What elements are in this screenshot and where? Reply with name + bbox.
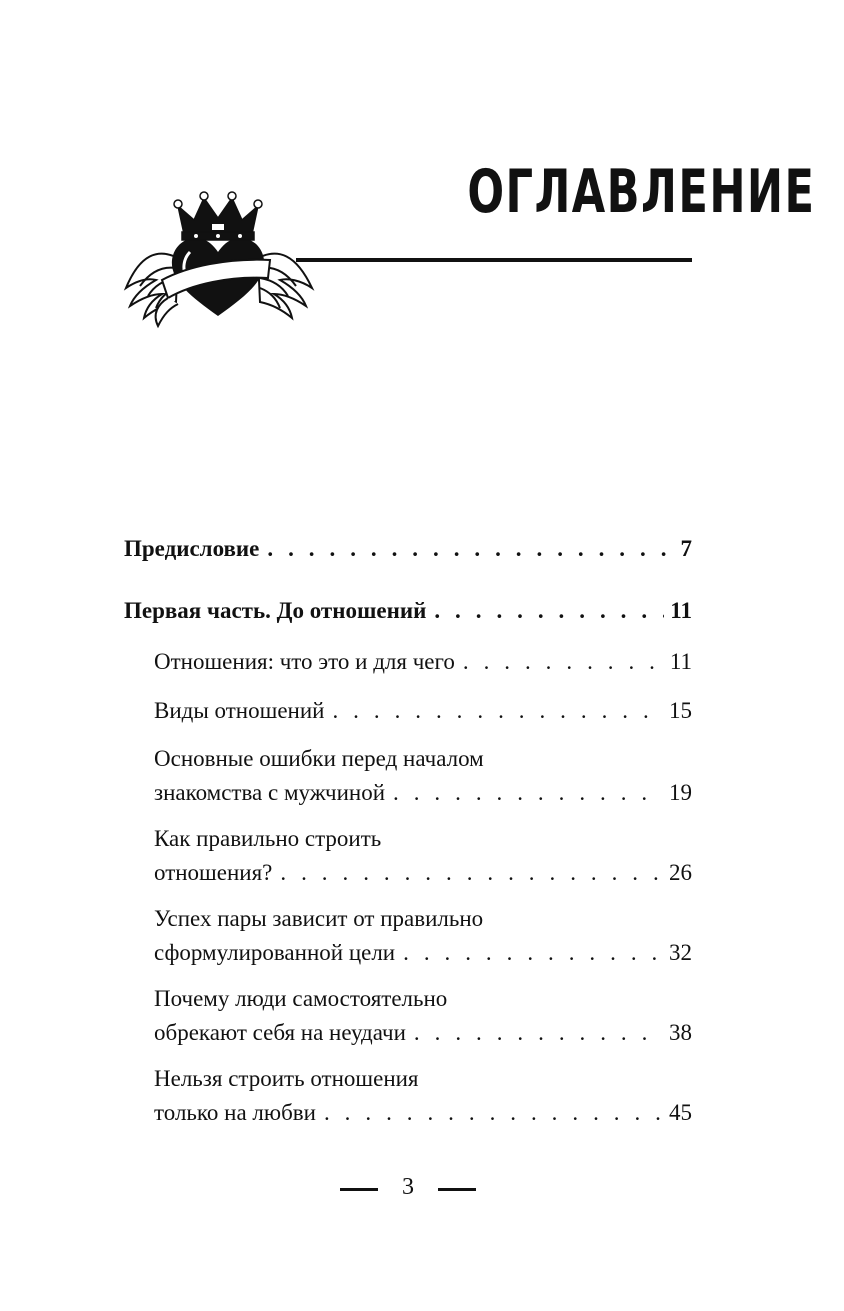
toc-page-number: 26: [669, 860, 692, 885]
dot-leader: [267, 532, 674, 566]
toc-page-number: 11: [670, 598, 692, 623]
toc-entry-how-to-build[interactable]: [154, 822, 692, 890]
toc-page-number: 15: [669, 698, 692, 723]
toc-entry-title-line1: Как правильно строить: [154, 826, 382, 851]
footer-dash-right: [438, 1188, 476, 1191]
toc-entry-preface[interactable]: [124, 532, 692, 566]
toc-entry-title-line1: Нельзя строить отношения: [154, 1066, 419, 1091]
toc-page-number: 7: [680, 536, 692, 561]
toc-page-number: 38: [669, 1020, 692, 1045]
winged-crowned-heart-icon: [118, 188, 318, 338]
toc-entry-title: Отношения: что это и для чего: [154, 649, 455, 674]
dot-leader: [393, 776, 663, 810]
toc-entry-title-line1: Почему люди самостоятельно: [154, 986, 448, 1011]
toc-entry-title-line2: только на любви: [154, 1100, 316, 1125]
page-number: 3: [402, 1174, 414, 1200]
toc-entry-part-one[interactable]: [124, 594, 692, 628]
toc-entry-title-line2: обрекают себя на неудачи: [154, 1020, 406, 1045]
toc-page-number: 19: [669, 780, 692, 805]
toc-entry-failures[interactable]: [154, 982, 692, 1050]
toc-entry-title-line2: сформулированной цели: [154, 940, 396, 965]
toc-entry-relationships-what[interactable]: [154, 645, 692, 679]
toc-entry-success-goal[interactable]: [154, 902, 692, 970]
dot-leader: [280, 856, 663, 890]
toc-page-number: 45: [669, 1100, 692, 1125]
toc-entry-title-line1: Основные ошибки перед началом: [154, 746, 484, 771]
toc-entry-types[interactable]: [154, 694, 692, 728]
dot-leader: [332, 694, 663, 728]
toc-entry-title-line2: отношения?: [154, 860, 273, 885]
dot-leader: [324, 1096, 663, 1130]
toc-entry-not-only-love[interactable]: [154, 1062, 692, 1130]
dot-leader: [463, 645, 664, 679]
dot-leader: [434, 594, 664, 628]
title-underline: [296, 258, 692, 262]
toc-page-number: 11: [669, 649, 692, 674]
toc-entry-title: Виды отношений: [154, 698, 325, 723]
page-title: ОГЛАВЛЕНИЕ: [467, 157, 816, 227]
toc-page-number: 32: [669, 940, 692, 965]
toc-entry-main-mistakes[interactable]: [154, 742, 692, 810]
toc-entry-title-line2: знакомства с мужчиной: [154, 780, 386, 805]
dot-leader: [403, 936, 663, 970]
page-footer: [340, 1170, 476, 1204]
footer-dash-left: [340, 1188, 378, 1191]
dot-leader: [414, 1016, 663, 1050]
toc-entry-title: Предисловие: [124, 536, 260, 561]
toc-entry-title: Первая часть. До отношений: [124, 598, 427, 623]
toc-entry-title-line1: Успех пары зависит от правильно: [154, 906, 484, 931]
